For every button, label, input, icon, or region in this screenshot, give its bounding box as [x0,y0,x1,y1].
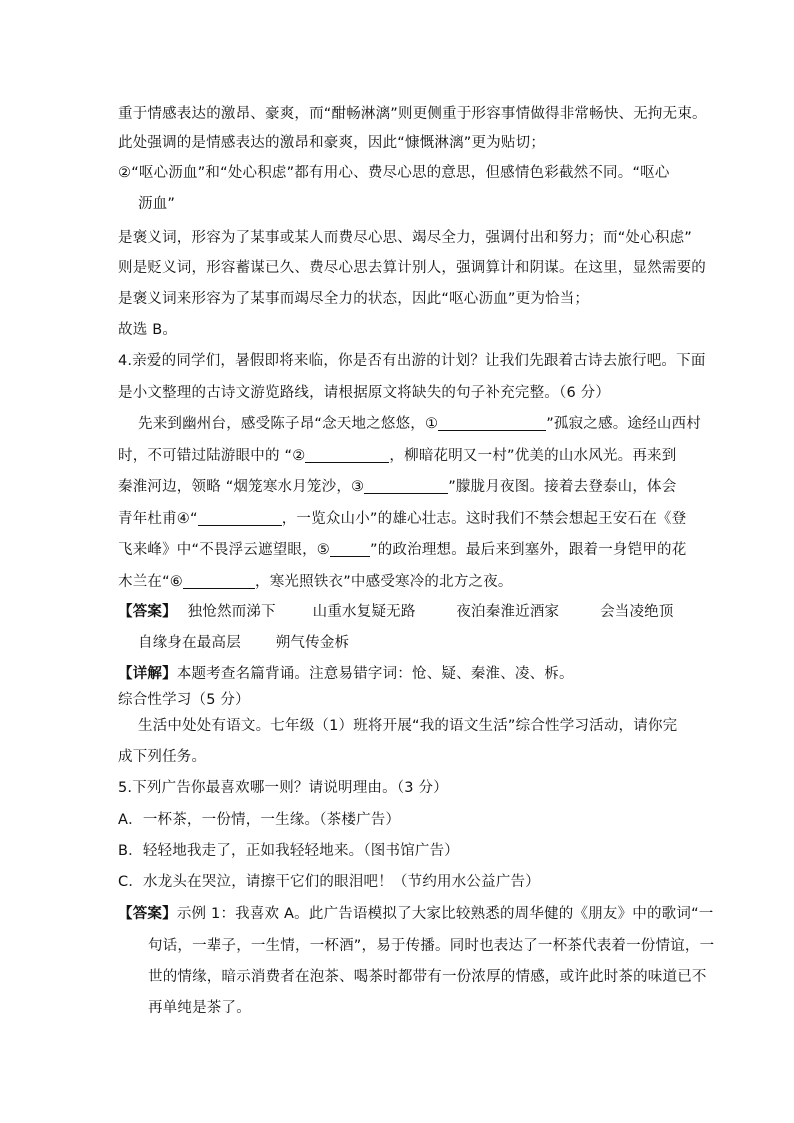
blank-4[interactable] [198,509,282,526]
blank-2[interactable] [305,446,389,463]
passage-text: 木兰在“⑥ [118,574,184,590]
answer-item: 朔气传金柝 [275,635,350,651]
section-title: 综合性学习（5 分） [118,692,250,708]
answer-label: 【答案】 [118,604,177,620]
answer-5-line: 世的情缘，暗示消费者在泡茶、喝茶时都带有一份浓厚的情感，或许此时茶的味道已不 [148,969,707,985]
text-line: ②“呕心沥血”和“处心积虑”都有用心、费尽心思的意思，但感情色彩截然不同。“呕心 [118,165,670,181]
text-line: 此处强调的是情感表达的激昂和豪爽，因此“慷慨淋漓”更为贴切； [118,135,546,151]
passage-text: 秦淮河边，领略 “烟笼寒水月笼沙，③ [118,479,365,495]
passage-text: ”孤寂之感。途经山西村 [546,416,701,432]
intro-line: 成下列任务。 [118,749,207,765]
passage-line [138,414,701,434]
option-b: B．轻轻地我走了，正如我轻轻地来。（图书馆广告） [118,843,459,859]
answer-5-line: 再单纯是茶了。 [148,1000,251,1016]
blank-1[interactable] [438,414,546,431]
text-line: 是褒义词，形容为了某事或某人而费尽心思、竭尽全力，强调付出和努力；而“处心积虑” [118,230,693,246]
text-line: 是褒义词来形容为了某事而竭尽全力的状态，因此“呕心沥血”更为恰当； [118,291,590,307]
passage-line [118,446,676,466]
passage-line [118,477,676,497]
detail-text: 本题考查名篇背诵。注意易错字词：怆、疑、秦淮、凌、柝。 [176,666,574,682]
blank-3[interactable] [364,477,448,494]
option-c: C．水龙头在哭泣，请擦干它们的眼泪吧！（节约用水公益广告） [118,874,540,890]
text-line: 则是贬义词，形容蓄谋已久、费尽心思去算计别人，强调算计和阴谋。在这里，显然需要的 [118,260,706,276]
passage-text: ”朦胧月夜图。接着去登泰山，体会 [448,479,677,495]
passage-text: ，一览众山小”的雄心壮志。这时我们不禁会想起王安石在《登 [281,511,687,527]
answer-item: 独怆然而涕下 [187,604,276,620]
question-4-title: 4.亲爱的同学们，暑假即将来临，你是否有出游的计划？让我们先跟着古诗去旅行吧。下面 [118,353,706,369]
blank-6[interactable] [183,572,255,589]
answer-text: 示例 1：我喜欢 A。此广告语模拟了大家比较熟悉的周华健的《朋友》中的歌词“一 [176,906,714,922]
answer-item: 山重水复疑无路 [312,604,416,620]
detail-label: 【详解】 [118,666,177,682]
answer-5-line: 句话，一辈子，一生情，一杯酒”，易于传播。同时也表达了一杯茶代表着一份情谊，一 [148,938,715,954]
detail-row [118,664,574,684]
answer-item: 夜泊秦淮近酒家 [456,604,560,620]
passage-line [118,509,686,529]
passage-line [118,572,513,592]
passage-text: ”的政治理想。最后来到塞外，跟着一身铠甲的花 [370,542,687,558]
passage-text: ，寒光照铁衣”中感受寒冷的北方之夜。 [255,574,513,590]
answer-item: 会当凌绝顶 [600,604,674,620]
question-5-title: 5.下列广告你最喜欢哪一则？请说明理由。（3 分） [118,780,448,796]
question-4-title: 是小文整理的古诗文游览路线，请根据原文将缺失的句子补充完整。（6 分） [118,385,611,401]
text-line: 沥血” [138,196,176,212]
text-line: 故选 B。 [118,322,178,338]
answer-row [118,602,674,622]
passage-text: 先来到幽州台，感受陈子昂“念天地之悠悠，① [138,416,439,432]
intro-line: 生活中处处有语文。七年级（1）班将开展“我的语文生活”综合性学习活动，请你完 [138,718,678,734]
text-line: 重于情感表达的激昂、豪爽，而“酣畅淋漓”则更侧重于形容事情做得非常畅快、无拘无束。 [118,106,707,122]
option-a: A．一杯茶，一份情，一生缘。（茶楼广告） [118,812,401,828]
blank-5[interactable] [330,540,370,557]
answer-label: 【答案】 [118,906,177,922]
answer-item: 自缘身在最高层 [138,635,241,651]
answer-5-line [118,904,713,924]
passage-line [118,540,686,560]
passage-text: ，柳暗花明又一村”优美的山水风光。再来到 [389,448,677,464]
answer-row [138,633,349,653]
passage-text: 时，不可错过陆游眼中的 “② [118,448,306,464]
passage-text: 飞来峰》中“不畏浮云遮望眼，⑤ [118,542,331,558]
passage-text: 青年杜甫④“ [118,511,198,527]
